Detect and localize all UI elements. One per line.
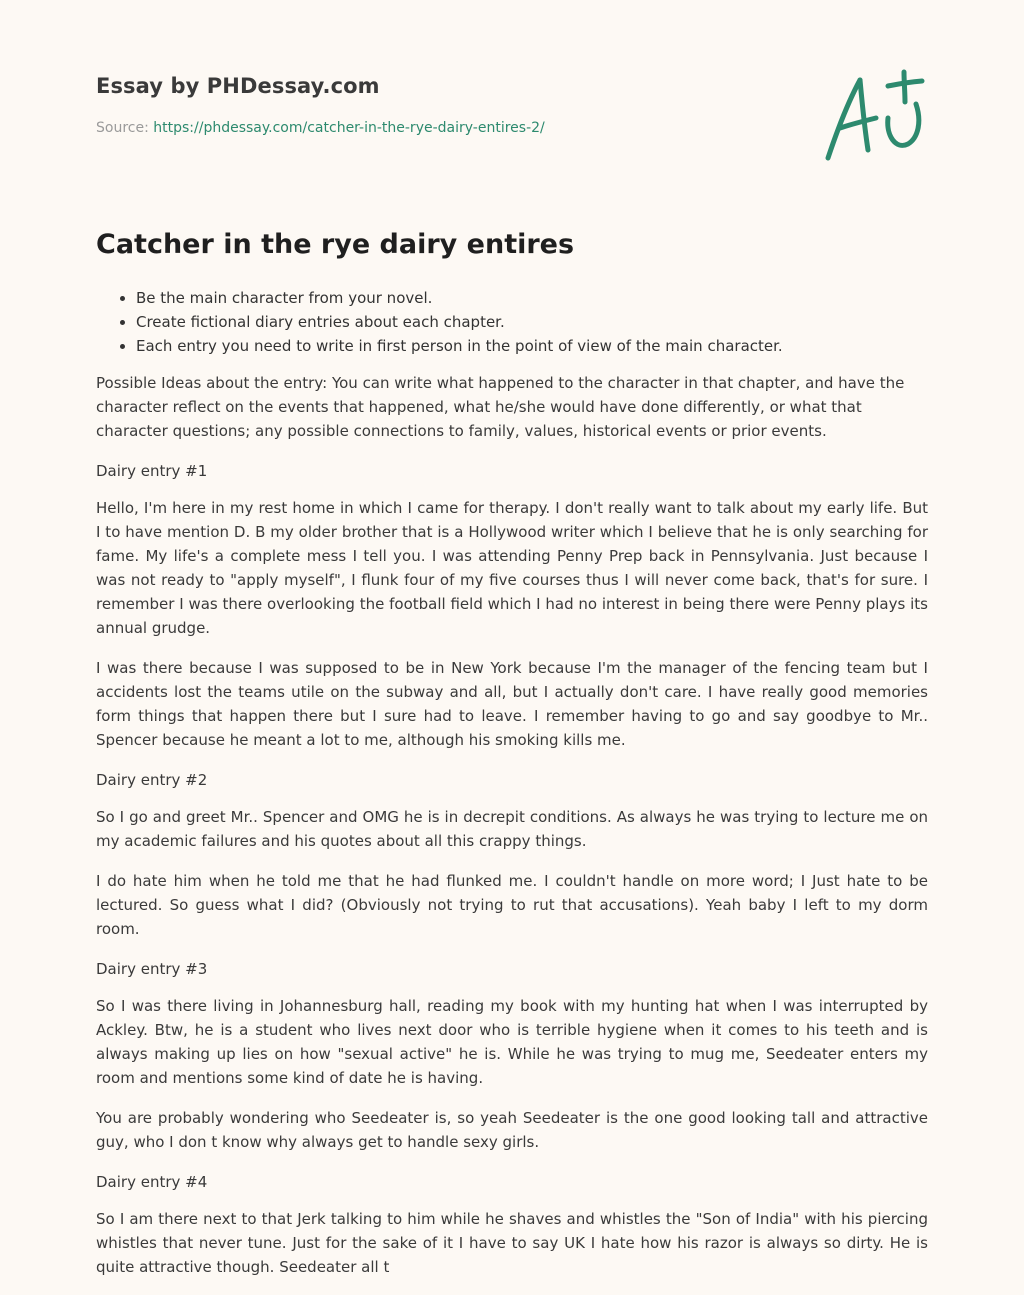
source-link[interactable]: https://phdessay.com/catcher-in-the-rye-dairy-entires-2/	[153, 120, 545, 136]
entry-paragraph: I do hate him when he told me that he had flunked me. I couldn't handle on more word; I Just hate to be lectured. So guess what I did? (Obviously not trying to rut that accusations). Yeah baby I left to my dorm room.	[96, 872, 928, 938]
list-item: • Each entry you need to write in first person in the point of view of the main character.	[136, 334, 928, 358]
entry-heading: Dairy entry #3	[96, 960, 208, 978]
document-title: Catcher in the rye dairy entires	[96, 229, 575, 260]
list-item: • Create fictional diary entries about each chapter.	[136, 310, 928, 334]
entry-heading: Dairy entry #4	[96, 1173, 208, 1191]
document-header	[96, 74, 796, 136]
entry-paragraph: You are probably wondering who Seedeater is, so yeah Seedeater is the one good looking tall and attractive guy, who I don t know why always get to handle sexy girls.	[96, 1109, 928, 1151]
instruction-list	[96, 286, 928, 358]
entry-paragraph: I was there because I was supposed to be in New York because I'm the manager of the fencing team but I accidents lost the teams utile on the subway and all, but I actually don't care. I have really good memories form things that happen there but I sure had to leave. I remember having to go and say goodbye to Mr.. Spencer because he meant a lot to me, although his smoking kills me.	[96, 659, 928, 749]
source-line	[96, 120, 796, 136]
entry-paragraph: So I am there next to that Jerk talking to him while he shaves and whistles the "Son of India" with his piercing whistles that never tune. Just for the sake of it I have to say UK I hate how his razor is always so dirty. He is quite attractive though. Seedeater all t	[96, 1210, 928, 1276]
intro-paragraph: Possible Ideas about the entry: You can write what happened to the character in that chapter, and have the character reflect on the events that happened, what he/she would have done differently, or what that character questions; any possible connections to family, values, historical events or prior events.	[96, 374, 905, 440]
document-body	[96, 226, 928, 1295]
entry-heading: Dairy entry #1	[96, 462, 208, 480]
source-label: Source:	[96, 120, 154, 136]
a-plus-logo-icon	[818, 66, 930, 166]
site-title: Essay by PHDessay.com	[96, 74, 380, 98]
entry-paragraph: So I was there living in Johannesburg hall, reading my book with my hunting hat when I was interrupted by Ackley. Btw, he is a student who lives next door who is terrible hygiene when it comes to his teeth and is always making up lies on how "sexual active" he is. While he was trying to mug me, Seedeater enters my room and mentions some kind of date he is having.	[96, 997, 928, 1087]
entry-heading: Dairy entry #2	[96, 771, 208, 789]
entry-paragraph: So I go and greet Mr.. Spencer and OMG he is in decrepit conditions. As always he was trying to lecture me on my academic failures and his quotes about all this crappy things.	[96, 808, 928, 850]
list-item: • Be the main character from your novel.	[136, 286, 928, 310]
entry-paragraph: Hello, I'm here in my rest home in which I came for therapy. I don't really want to talk about my early life. But I to have mention D. B my older brother that is a Hollywood writer which I believe that he is only searching for fame. My life's a complete mess I tell you. I was attending Penny Prep back in Pennsylvania. Just because I was not ready to "apply myself", I flunk four of my five courses thus I will never come back, that's for sure. I remember I was there overlooking the football field which I had no interest in being there were Penny plays its annual grudge.	[96, 499, 928, 637]
